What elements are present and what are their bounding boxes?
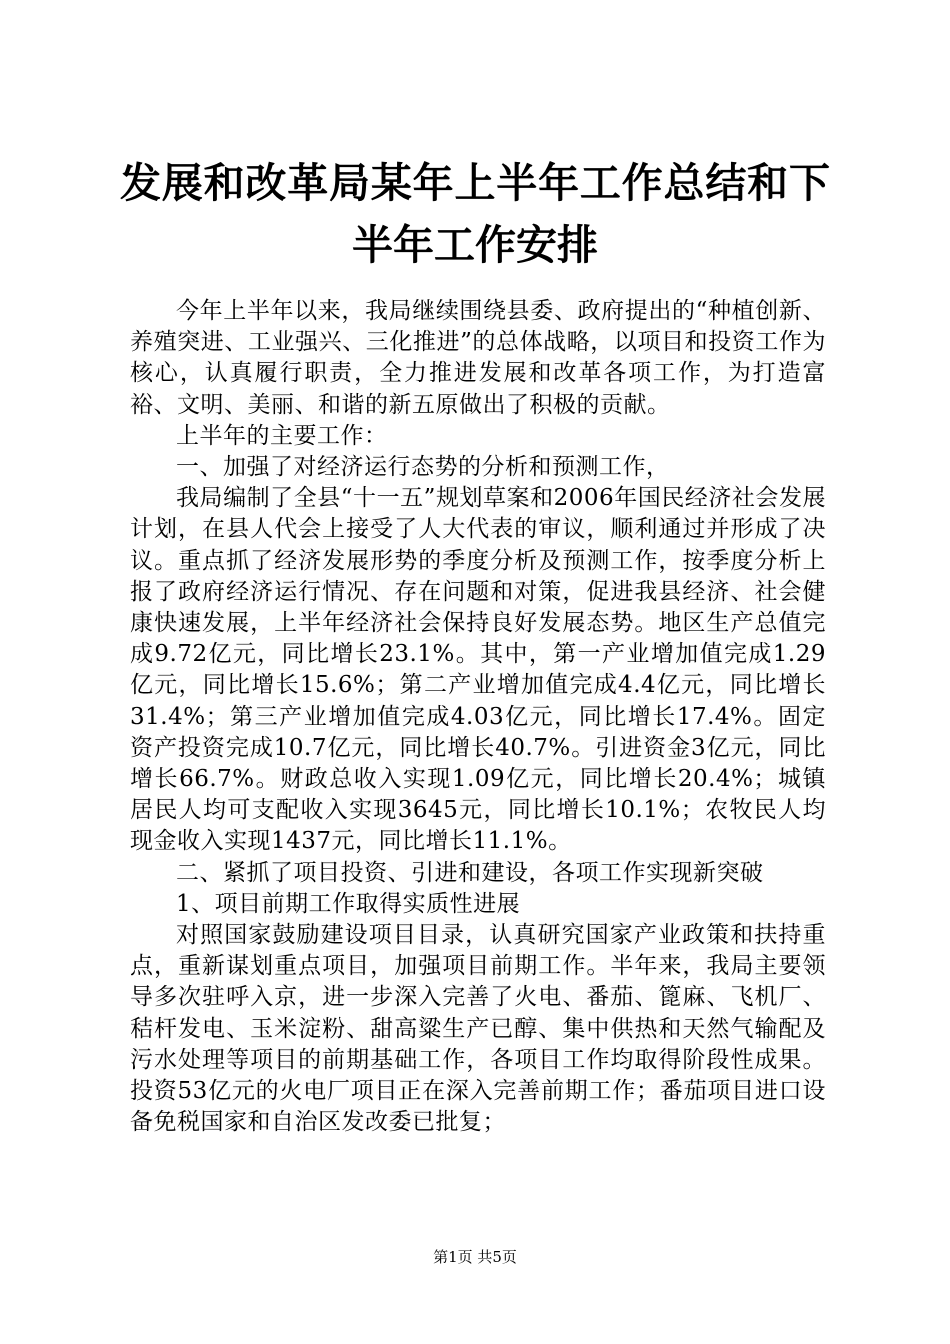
paragraph-subsection-1-body: 对照国家鼓励建设项目目录，认真研究国家产业政策和扶持重点，重新谋划重点项目，加强项目前期工作。半年来，我局主要领导多次驻呼入京，进一步深入完善了火电、番茄、篦麻、飞机厂、秸杆发电、玉米淀粉、甜高粱生产已醇、集中供热和天然气输配及污水处理等项目的前期基础工作，各项目工作均取得阶段性成果。投资53亿元的火电厂项目正在深入完善前期工作；番茄项目进口设备免税国家和自治区发改委已批复；	[130, 922, 826, 1136]
page-footer: 第1页 共5页	[433, 1248, 517, 1266]
document-title: 发展和改革局某年上半年工作总结和下半年工作安排	[120, 159, 830, 269]
paragraph-subsection-1-heading: 1、项目前期工作取得实质性进展	[176, 890, 521, 917]
document-body	[130, 296, 826, 1138]
paragraph-section-2-heading: 二、紧抓了项目投资、引进和建设，各项工作实现新突破	[176, 859, 764, 886]
paragraph-main-work-heading: 上半年的主要工作：	[176, 422, 388, 449]
paragraph-section-1-heading: 一、加强了对经济运行态势的分析和预测工作，	[176, 454, 670, 481]
paragraph-intro: 今年上半年以来，我局继续围绕县委、政府提出的“种植创新、养殖突进、工业强兴、三化推进”的总体战略，以项目和投资工作为核心，认真履行职责，全力推进发展和改革各项工作，为打造富裕、文明、美丽、和谐的新五原做出了积极的贡献。	[130, 298, 826, 418]
paragraph-section-1-body: 我局编制了全县“十一五”规划草案和2006年国民经济社会发展计划，在县人代会上接受了人大代表的审议，顺利通过并形成了决议。重点抓了经济发展形势的季度分析及预测工作，按季度分析上报了政府经济运行情况、存在问题和对策，促进我县经济、社会健康快速发展，上半年经济社会保持良好发展态势。地区生产总值完成9.72亿元，同比增长23.1%。其中，第一产业增加值完成1.29亿元，同比增长15.6%；第二产业增加值完成4.4亿元，同比增长31.4%；第三产业增加值完成4.03亿元，同比增长17.4%。固定资产投资完成10.7亿元，同比增长40.7%。引进资金3亿元，同比增长66.7%。财政总收入实现1.09亿元，同比增长20.4%；城镇居民人均可支配收入实现3645元，同比增长10.1%；农牧民人均现金收入实现1437元，同比增长11.1%。	[130, 485, 826, 855]
